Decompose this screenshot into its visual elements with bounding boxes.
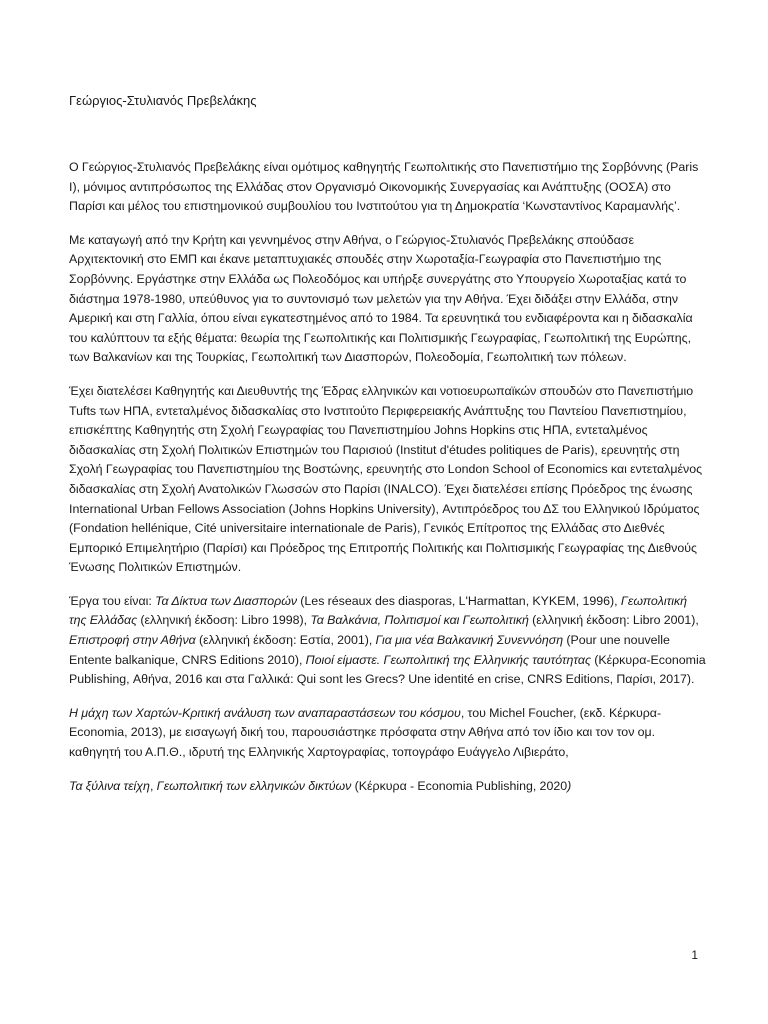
text-segment: (Pour une nouvelle Entente balkanique, CNRS Editions 2010),	[69, 633, 670, 667]
italic-text: )	[567, 778, 572, 793]
text-segment: (Κέρκυρα - Economia Publishing, 2020	[351, 778, 568, 793]
italic-text: Ποιοί είμαστε. Γεωπολιτική της Ελληνικής ταυτότητας	[305, 652, 591, 667]
paragraph	[69, 704, 706, 763]
italic-text: Τα Βαλκάνια, Πολιτισμοί και Γεωπολιτική	[310, 613, 529, 628]
text-segment: Ο Γεώργιος-Στυλιανός Πρεβελάκης είναι ομότιμος καθηγητής Γεωπολιτικής στο Πανεπιστήμιο της Σορβόννης (Paris I), μόνιμος αντιπρόσωπος της Ελλάδας στον Οργανισμό Οικονομικής Συνεργασίας και Ανάπτυξης (ΟΟΣΑ) στο Παρίσι και μέλος του επιστημονικού συμβουλίου του Ινστιτούτου για τη Δημοκρατία ‘Κωνσταντίνος Καραμανλής’.	[69, 160, 699, 214]
text-segment: (Les réseaux des diasporas, L'Harmattan, ΚΥΚΕΜ, 1996),	[297, 593, 621, 608]
text-segment: (ελληνική έκδοση: Εστία, 2001),	[195, 633, 376, 648]
italic-text: Η μάχη των Χαρτών-Κριτική ανάλυση των αναπαραστάσεων του κόσμου	[69, 705, 461, 720]
text-segment: (ελληνική έκδοση: Libro 2001),	[528, 613, 699, 628]
italic-text: Επιστροφή στην Αθήνα	[69, 633, 196, 648]
text-segment: , του Michel Foucher, (εκδ. Κέρκυρα-Economia, 2013), με εισαγωγή δική του, παρουσιάστηκε πρόσφατα στην Αθήνα από τον ίδιο και τον τον ομ. καθηγητή του Α.Π.Θ., ιδρυτή της Ελληνικής Χαρτογραφίας, τοπογράφο Ευάγγελο Λιβιεράτο,	[69, 705, 662, 760]
paragraph	[69, 592, 706, 690]
paragraph	[69, 382, 706, 578]
text-segment: Με καταγωγή από την Κρήτη και γεννημένος στην Αθήνα, ο Γεώργιος-Στυλιανός Πρεβελάκης σπούδασε Αρχιτεκτονική στο ΕΜΠ και έκανε μεταπτυχιακές σπουδές στην Χωροταξία-Γεωγραφία στο Πανεπιστήμιο της Σορβόννης. Εργάστηκε στην Ελλάδα ως Πολεοδόμος και υπήρξε συνεργάτης στο Υπουργείο Χωροταξίας κατά το διάστημα 1978-1980, υπεύθυνος για το συντονισμό των μελετών για την Αθήνα. Έχει διδάξει στην Ελλάδα, στην Αμερική και στη Γαλλία, όπου είναι εγκατεστημένος από το 1984. Τα ερευνητικά του ενδιαφέροντα και η διδασκαλία του καλύπτουν τα εξής θέματα: θεωρία της Γεωπολιτικής και Πολιτισμικής Γεωγραφίας, Γεωπολιτική της Ευρώπης, των Βαλκανίων και της Τουρκίας, Γεωπολιτική των Διασπορών, Πολεοδομία, Γεωπολιτική των πόλεων.	[69, 232, 693, 365]
page-number: 1	[691, 948, 698, 962]
document-body	[69, 158, 706, 796]
italic-text: Τα ξύλινα τείχη	[69, 778, 150, 793]
paragraph	[69, 231, 706, 368]
paragraph	[69, 777, 706, 797]
italic-text: Τα Δίκτυα των Διασπορών	[155, 593, 298, 608]
text-segment: Έχει διατελέσει Καθηγητής και Διευθυντής της Έδρας ελληνικών και νοτιοευρωπαϊκών σπουδών στο Πανεπιστήμιο Tufts των ΗΠΑ, εντεταλμένος διδασκαλίας στο Ινστιτούτο Περιφερειακής Ανάπτυξης του Παντείου Πανεπιστημίου, επισκέπτης Καθηγητής στη Σχολή Γεωγραφίας του Πανεπιστημίου Johns Hopkins στις ΗΠΑ, εντεταλμένος διδασκαλίας στη Σχολή Πολιτικών Επιστημών του Παρισιού (Institut d'études politiques de Paris), ερευνητής στη Σχολή Γεωγραφίας του Πανεπιστημίου της Βοστώνης, ερευνητής στο London School of Economics και εντεταλμένος διδασκαλίας στη Σχολή Ανατολικών Γλωσσών στο Παρίσι (INALCO). Έχει διατελέσει επίσης Πρόεδρος της ένωσης International Urban Fellows Association (Johns Hopkins University), Αντιπρόεδρος του ΔΣ του Ελληνικού Ιδρύματος (Fondation hellénique, Cité universitaire internationale de Paris), Γενικός Επίτροπος της Ελλάδας στο Διεθνές Εμπορικό Επιμελητήριο (Παρίσι) και Πρόεδρος της Επιτροπής Πολιτικής και Πολιτισμικής Γεωγραφίας της Διεθνούς Ένωσης Πολιτικών Επιστημών.	[69, 383, 703, 575]
text-segment: ,	[149, 778, 157, 793]
text-segment: (ελληνική έκδοση: Libro 1998),	[137, 613, 311, 628]
italic-text: Γεωπολιτική της Ελλάδας	[69, 593, 688, 628]
italic-text: Γεωπολιτική των ελληνικών δικτύων	[156, 778, 352, 793]
paragraph	[69, 158, 706, 217]
italic-text: Για μια νέα Βαλκανική Συνεννόηση	[375, 633, 564, 648]
text-segment: Έργα του είναι:	[69, 593, 156, 608]
document-title: Γεώργιος-Στυλιανός Πρεβελάκης	[69, 93, 257, 108]
text-segment: (Κέρκυρα-Economia Publishing, Αθήνα, 2016 και στα Γαλλικά: Qui sont les Grecs? Une identité en crise, CNRS Editions, Παρίσι, 2017).	[69, 652, 706, 687]
